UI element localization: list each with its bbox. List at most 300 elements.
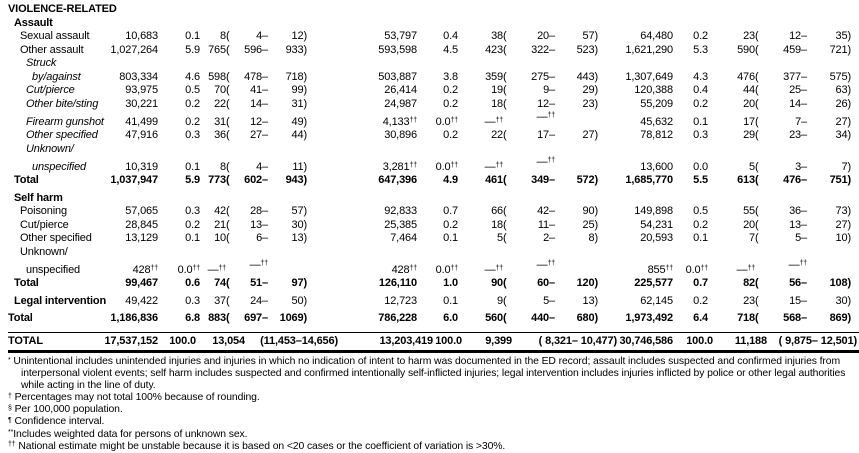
cell-ci-high: 575): [829, 70, 851, 83]
ci-low-value: 7–: [795, 115, 807, 128]
cell-estimated-number: 64,480: [640, 30, 673, 42]
cell-ci-high: 751): [829, 174, 851, 186]
cell-ci-low: [755, 71, 807, 85]
cell-ci-high: 1069): [279, 312, 307, 324]
row-label: Struck: [26, 57, 57, 69]
cell-estimated-number: 803,334: [119, 70, 158, 83]
cell-rate: 66: [491, 205, 503, 217]
ci-open-paren: (: [226, 84, 230, 96]
ci-low-value: 28–: [250, 205, 268, 217]
ci-low-value: 5–: [543, 294, 555, 307]
cell-estimated-number: 30,221: [125, 97, 158, 110]
cell-percent: 0.4: [693, 84, 708, 96]
ci-open-paren: (: [503, 129, 507, 141]
cell-ci-low: [226, 232, 268, 246]
cell-rate: 10: [214, 232, 226, 244]
row-label: unspecified: [26, 263, 80, 276]
row-label: Self harm: [14, 191, 63, 204]
row-label: Other assault: [20, 43, 84, 56]
ci-low-value: 23–: [789, 129, 807, 141]
ci-low-value: 56–: [789, 277, 807, 289]
cell-ci-high: 30): [835, 294, 851, 307]
table-row: [8, 111, 859, 129]
unstable-estimate-daggers: ††: [192, 264, 200, 272]
cell-rate: 17: [743, 115, 755, 128]
cell-rate: 82: [743, 277, 755, 289]
cell-percent: 0.2: [443, 218, 458, 231]
cell-ci-low: [503, 30, 555, 44]
cell-rate: 29: [743, 129, 755, 141]
cell-estimated-number: 225,577: [634, 277, 673, 289]
cell-rate: 21: [214, 218, 226, 231]
cell-rate: 55: [743, 205, 755, 217]
cell-percent: 100.0: [169, 334, 196, 347]
cell-estimated-number: 4,133††: [382, 115, 417, 128]
footnote-marker: ¶: [8, 416, 12, 424]
cell-ci-high: 27): [835, 218, 851, 231]
table-row: [8, 192, 859, 206]
unstable-estimate-daggers: ††: [450, 161, 458, 169]
unstable-estimate-daggers: ††: [218, 264, 226, 272]
cell-rate: 883: [208, 312, 226, 324]
cell-percent: 0.2: [185, 115, 200, 128]
ci-open-paren: (: [226, 160, 230, 173]
cell-ci-high: 23): [582, 97, 598, 110]
ci-low-value: 24–: [250, 294, 268, 307]
table-row: [8, 3, 859, 17]
cell-estimated-number: 503,887: [378, 70, 417, 83]
cell-ci-high: 680): [576, 312, 598, 324]
cell-percent: 6.4: [693, 312, 708, 324]
table-row: [8, 312, 859, 326]
cell-ci-low: [503, 71, 555, 85]
cell-ci-low: [755, 232, 807, 246]
cell-estimated-number: 30,746,586: [619, 334, 673, 347]
table-row: [8, 84, 859, 98]
cell-ci-low: [226, 71, 268, 85]
ci-low-value: 3–: [795, 160, 807, 173]
ci-open-paren: (: [226, 174, 230, 186]
cell-ci-low: [755, 205, 807, 219]
cell-percent: 4.3: [693, 70, 708, 83]
ci-low-value: 9–: [543, 84, 555, 96]
cell-rate: 74: [214, 277, 226, 289]
cell-ci-low: [226, 312, 268, 326]
cell-estimated-number: 1,307,649: [625, 70, 673, 83]
cell-rate: 18: [491, 97, 503, 110]
cell-estimated-number: 24,987: [384, 97, 417, 110]
ci-open-paren: (: [226, 294, 230, 307]
ci-low-value: 2–: [543, 232, 555, 244]
ci-open-paren: (: [755, 205, 759, 217]
cell-estimated-number: 647,396: [378, 174, 417, 186]
ci-open-paren: (: [226, 115, 230, 128]
cell-percent: 0.1: [185, 160, 200, 173]
cell-rate: —††: [484, 263, 503, 276]
cell-percent: 0.7: [693, 277, 708, 289]
ci-open-paren: (: [503, 218, 507, 231]
ci-open-paren: (: [755, 70, 759, 83]
cell-estimated-number: 78,812: [640, 129, 673, 141]
cell-rate: 560: [485, 312, 503, 324]
table-row: [8, 335, 859, 349]
ci-open-paren: (: [503, 277, 507, 289]
cell-ci-high: 108): [829, 277, 851, 289]
cell-rate: —††: [484, 115, 503, 128]
cell-rate: 5: [749, 160, 755, 173]
cell-percent: 0.2: [693, 97, 708, 110]
cell-ci-high: 34): [835, 129, 851, 141]
table-row: [8, 156, 859, 174]
ci-low-value: 6–: [256, 232, 268, 244]
cell-ci-high: 27): [835, 115, 851, 128]
ci-low-value: 440–: [531, 312, 555, 324]
cell-estimated-number: 1,037,947: [110, 174, 158, 186]
cell-estimated-number: 10,319: [125, 160, 158, 173]
cell-ci-low: [226, 259, 268, 273]
cell-ci-high: 44): [291, 129, 307, 141]
cell-ci-low: [503, 98, 555, 112]
cell-ci-low: [503, 84, 555, 98]
cell-ci-low: [755, 84, 807, 98]
row-label: Cut/pierce: [26, 84, 75, 96]
cell-ci-low: [503, 205, 555, 219]
cell-estimated-number: 7,464: [390, 232, 417, 244]
table-row: [8, 71, 859, 85]
cell-estimated-number: 53,797: [384, 30, 417, 42]
ci-low-value: 60–: [537, 277, 555, 289]
cell-estimated-number: 1,973,492: [625, 312, 673, 324]
ci-open-paren: (: [755, 277, 759, 289]
cell-percent: 0.1: [443, 294, 458, 307]
cell-confidence-interval: ( 8,321– 10,477): [538, 334, 617, 347]
ci-low-value: 12–: [789, 30, 807, 42]
cell-rate: —††: [484, 160, 503, 173]
cell-rate: 8: [220, 30, 226, 42]
row-label: Legal intervention: [14, 294, 107, 307]
cell-estimated-number: 10,683: [125, 30, 158, 42]
cell-estimated-number: 126,110: [378, 277, 417, 289]
ci-low-value: 15–: [789, 294, 807, 307]
table-row: [8, 219, 859, 233]
cell-ci-high: 11): [292, 160, 307, 173]
cell-estimated-number: 62,145: [640, 294, 673, 307]
cell-estimated-number: 57,065: [125, 205, 158, 217]
cell-ci-low: [755, 98, 807, 112]
table-row: [8, 44, 859, 58]
cell-ci-high: 57): [582, 30, 598, 42]
cell-percent: 5.3: [693, 43, 708, 56]
ci-low-value: 20–: [537, 30, 555, 42]
cell-percent: 0.0††: [435, 115, 458, 128]
cell-rate: 42: [214, 205, 226, 217]
table-row: [8, 232, 859, 246]
cell-estimated-number: 13,203,419: [379, 334, 433, 347]
unstable-estimate-daggers: ††: [150, 264, 158, 272]
cell-ci-low: [503, 312, 555, 326]
cell-ci-low: [226, 30, 268, 44]
cell-ci-low: [755, 129, 807, 143]
table-row: [8, 57, 859, 71]
injury-statistics-table: [8, 3, 859, 353]
cell-percent: 100.0: [435, 334, 462, 347]
cell-rate: 19: [491, 84, 503, 96]
cell-ci-high: 523): [576, 43, 598, 56]
ci-open-paren: (: [226, 205, 230, 217]
cell-rate: 5: [497, 232, 503, 244]
cell-estimated-number: 786,228: [378, 312, 417, 324]
cell-ci-high: 443): [576, 70, 598, 83]
cell-percent: 100.0: [686, 334, 713, 347]
ci-low-value: 27–: [250, 129, 268, 141]
ci-low-value: 349–: [531, 174, 555, 186]
cell-percent: 0.1: [443, 232, 458, 244]
cell-percent: 0.2: [693, 218, 708, 231]
cell-percent: 5.9: [185, 43, 200, 56]
cell-ci-high: 933): [285, 43, 307, 56]
cell-ci-low: [226, 129, 268, 143]
cell-ci-high: 97): [291, 277, 307, 289]
ci-low-value: 14–: [789, 97, 807, 110]
footnote: § Per 100,000 population.: [8, 404, 123, 416]
footnote: †† National estimate might be unstable because it is based on <20 cases or the coefficient of variation is >30%.: [8, 440, 506, 452]
footnote: ¶ Confidence interval.: [8, 416, 105, 428]
cell-estimated-number: 3,281††: [382, 160, 417, 173]
cell-estimated-number: 47,916: [125, 129, 158, 141]
cell-ci-low: [503, 259, 555, 273]
table-row: [8, 174, 859, 188]
cell-ci-low: [226, 84, 268, 98]
ci-low-value: —††: [536, 259, 555, 271]
row-label: Assault: [14, 16, 53, 29]
cell-rate: 773: [208, 174, 226, 186]
cell-ci-high: 29): [582, 84, 598, 96]
row-label: Other specified: [20, 232, 92, 244]
cell-rate: 423: [485, 43, 503, 56]
unstable-estimate-daggers: ††: [409, 264, 417, 272]
cell-percent: 0.5: [693, 205, 708, 217]
cell-ci-high: 73): [835, 205, 851, 217]
ci-low-value: —††: [249, 259, 268, 271]
footnote-marker: *: [8, 356, 11, 364]
cell-ci-high: 8): [588, 232, 598, 244]
ci-open-paren: (: [503, 84, 507, 96]
cell-rate: 765: [208, 43, 226, 56]
ci-low-value: 377–: [783, 70, 807, 83]
cell-ci-high: 572): [576, 174, 598, 186]
cell-ci-low: [226, 174, 268, 188]
ci-low-value: 275–: [531, 70, 555, 83]
row-label: by/against: [32, 70, 81, 83]
ci-open-paren: (: [503, 43, 507, 56]
cell-ci-low: [755, 219, 807, 233]
cell-rate: 613: [737, 174, 755, 186]
ci-open-paren: (: [503, 312, 507, 324]
ci-open-paren: (: [755, 160, 759, 173]
cell-percent: 0.1: [185, 30, 200, 42]
unstable-estimate-daggers: ††: [799, 260, 807, 267]
cell-percent: 0.2: [185, 218, 200, 231]
cell-percent: 0.2: [185, 97, 200, 110]
cell-percent: 0.5: [185, 84, 200, 96]
cell-estimated-number: 13,129: [125, 232, 158, 244]
cell-percent: 0.0: [693, 160, 708, 173]
footnotes: [8, 353, 853, 453]
table-row: [8, 17, 859, 31]
cell-estimated-number: 120,388: [634, 84, 673, 96]
cell-percent: 0.4: [443, 30, 458, 42]
unstable-estimate-daggers: ††: [260, 260, 268, 267]
unstable-estimate-daggers: ††: [495, 161, 503, 169]
cell-percent: 3.8: [443, 70, 458, 83]
cell-estimated-number: 93,975: [125, 84, 158, 96]
ci-open-paren: (: [755, 84, 759, 96]
cell-ci-low: [226, 161, 268, 175]
cell-estimated-number: 12,723: [384, 294, 417, 307]
cell-ci-low: [755, 277, 807, 291]
footnote-marker: †: [8, 392, 12, 400]
ci-open-paren: (: [226, 43, 230, 56]
footnote: * Unintentional includes unintended injuries and injuries in which no indication of intent to harm was documented in the ED record; assault includes suspected and confirmed injuries from interpersonal violent events; self harm includes suspected and confirmed intentionally self-inflicted injuries; legal intervention includes injuries inflicted by police or other legal authorities while acting in the line of duty.: [8, 356, 846, 392]
unstable-estimate-daggers: ††: [747, 264, 755, 272]
cell-estimated-number: 28,845: [125, 218, 158, 231]
ci-open-paren: (: [755, 129, 759, 141]
row-label: Total: [14, 277, 39, 289]
cell-estimated-number: 55,209: [640, 97, 673, 110]
cell-ci-low: [226, 98, 268, 112]
cell-percent: 0.7: [443, 205, 458, 217]
cell-estimated-number: 41,499: [125, 115, 158, 128]
cell-estimated-number: 49,422: [125, 294, 158, 307]
ci-open-paren: (: [503, 70, 507, 83]
row-label: Other bite/sting: [26, 97, 99, 110]
cell-ci-low: [755, 44, 807, 58]
cell-ci-low: [503, 219, 555, 233]
table-row: [8, 143, 859, 157]
cell-percent: 1.0: [443, 277, 458, 289]
ci-open-paren: (: [226, 277, 230, 289]
cell-ci-high: 13): [291, 232, 307, 244]
cell-percent: 0.2: [443, 129, 458, 141]
cell-percent: 4.5: [443, 43, 458, 56]
ci-low-value: 17–: [537, 129, 555, 141]
row-label: Poisoning: [20, 205, 67, 217]
ci-open-paren: (: [755, 294, 759, 307]
ci-open-paren: (: [226, 129, 230, 141]
unstable-estimate-daggers: ††: [495, 116, 503, 124]
cell-percent: 0.2: [443, 84, 458, 96]
unstable-estimate-daggers: ††: [450, 116, 458, 124]
row-label: Unknown/: [20, 245, 68, 258]
cell-rate: 20: [743, 97, 755, 110]
cell-estimated-number: 92,833: [384, 205, 417, 217]
cell-ci-high: 27): [582, 129, 598, 141]
unstable-estimate-daggers: ††: [409, 161, 417, 169]
footnote-marker: ††: [8, 441, 16, 449]
cell-rate: 590: [737, 43, 755, 56]
ci-low-value: 4–: [256, 160, 268, 173]
ci-low-value: 4–: [256, 30, 268, 42]
cell-estimated-number: 149,898: [634, 205, 673, 217]
cell-ci-low: [755, 295, 807, 309]
cell-rate: 13,054: [212, 334, 245, 347]
ci-open-paren: (: [755, 115, 759, 128]
cell-ci-low: [503, 277, 555, 291]
cell-rate: —††: [736, 263, 755, 276]
row-label: Other specified: [26, 129, 98, 141]
cell-ci-high: 721): [829, 43, 851, 56]
ci-open-paren: (: [226, 30, 230, 42]
cell-ci-high: 120): [576, 277, 598, 289]
ci-low-value: 14–: [250, 97, 268, 110]
ci-open-paren: (: [503, 97, 507, 110]
ci-open-paren: (: [755, 30, 759, 42]
cell-ci-low: [503, 156, 555, 170]
ci-open-paren: (: [755, 174, 759, 186]
cell-estimated-number: 30,896: [384, 129, 417, 141]
cell-percent: 0.0††: [685, 263, 708, 276]
cell-ci-low: [755, 174, 807, 188]
cell-rate: 718: [737, 312, 755, 324]
cell-rate: 31: [214, 115, 226, 128]
cell-ci-high: 869): [829, 312, 851, 324]
cell-rate: 20: [743, 218, 755, 231]
cell-rate: 70: [214, 84, 226, 96]
cell-estimated-number: 1,621,290: [625, 43, 673, 56]
cell-estimated-number: 25,385: [384, 218, 417, 231]
cell-percent: 0.2: [693, 294, 708, 307]
ci-open-paren: (: [226, 97, 230, 110]
cell-ci-low: [503, 232, 555, 246]
ci-low-value: 459–: [783, 43, 807, 56]
cell-ci-high: 12): [291, 30, 307, 42]
cell-estimated-number: 17,537,152: [104, 334, 158, 347]
row-label: Sexual assault: [20, 30, 90, 42]
cell-rate: —††: [207, 263, 226, 276]
cell-ci-high: 90): [582, 205, 598, 217]
ci-low-value: 51–: [250, 277, 268, 289]
divider-line-thin: [8, 332, 859, 333]
ci-open-paren: (: [226, 218, 230, 231]
cell-percent: 6.0: [443, 312, 458, 324]
cell-percent: 0.3: [185, 294, 200, 307]
ci-low-value: 12–: [250, 115, 268, 128]
cell-ci-high: 13): [582, 294, 598, 307]
ci-low-value: 602–: [244, 174, 268, 186]
cell-ci-low: [503, 111, 555, 125]
cell-ci-high: 30): [291, 218, 307, 231]
footnote: **Includes weighted data for persons of unknown sex.: [8, 428, 248, 440]
cell-ci-high: 943): [285, 174, 307, 186]
ci-open-paren: (: [755, 218, 759, 231]
cell-estimated-number: 593,598: [378, 43, 417, 56]
cell-ci-low: [226, 295, 268, 309]
ci-low-value: —††: [788, 259, 807, 271]
cell-rate: 36: [214, 129, 226, 141]
table-row: [8, 295, 859, 309]
cell-ci-low: [226, 116, 268, 130]
table-row: [8, 205, 859, 219]
ci-low-value: 478–: [244, 70, 268, 83]
cell-ci-low: [226, 277, 268, 291]
cell-rate: 44: [743, 84, 755, 96]
cell-percent: 5.5: [693, 174, 708, 186]
cell-estimated-number: 1,186,836: [110, 312, 158, 324]
cell-ci-high: 63): [835, 84, 851, 96]
cell-percent: 0.1: [693, 115, 708, 128]
cell-percent: 0.3: [693, 129, 708, 141]
cell-ci-low: [503, 174, 555, 188]
